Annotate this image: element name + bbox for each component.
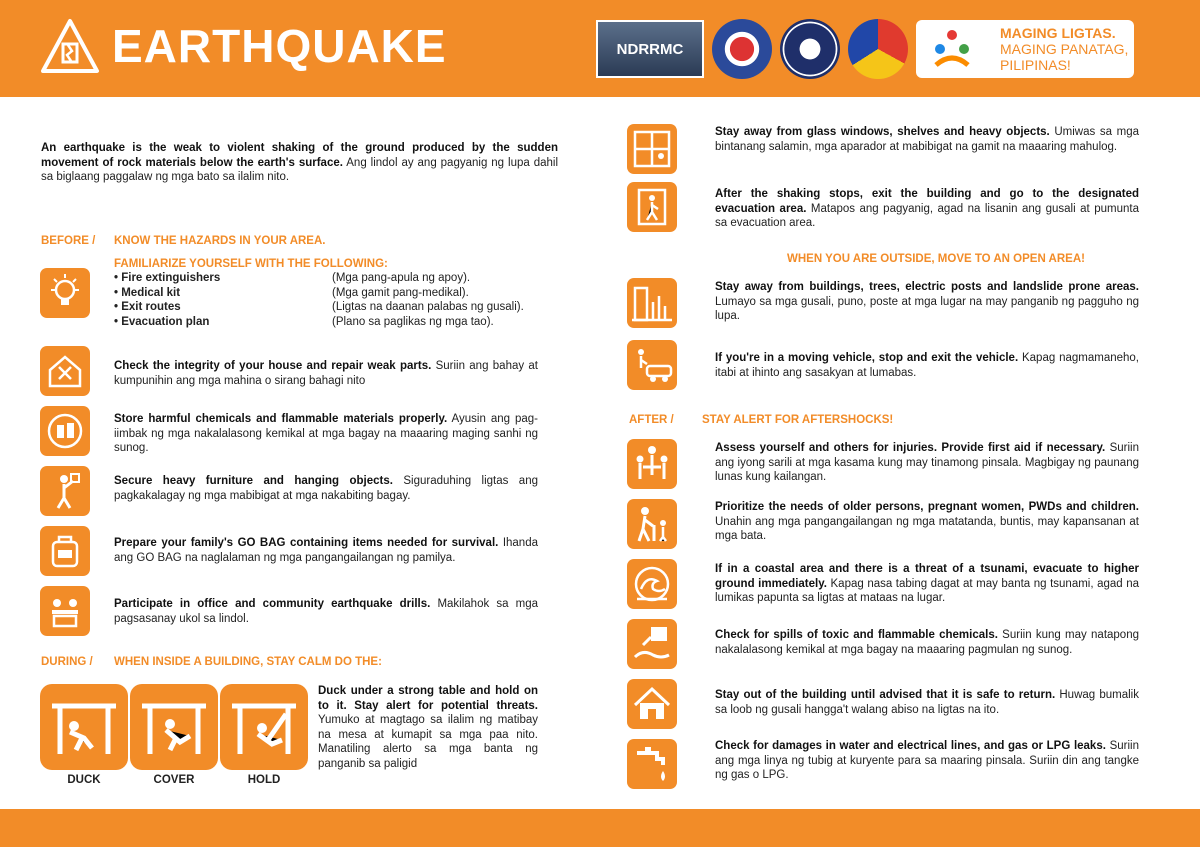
elderly-children-icon bbox=[627, 499, 677, 549]
slogan-line-3: PILIPINAS! bbox=[1000, 57, 1071, 73]
list-item: • Medical kit (Mga gamit pang-medikal). bbox=[114, 286, 469, 299]
duck-cover-hold-text: Duck under a strong table and hold on to it. Stay alert for potential threats. Yumuko at magtago sa ilalim ng matibay na mesa at kumapit sa mga paa nito. Manatiling alerto sa mga banta ng panganib sa paligid bbox=[318, 685, 538, 770]
tip-injuries: Assess yourself and others for injuries. Provide first aid if necessary. Suriin ang iyong sarili at mga kasama kung may tinamong pinsala. Magbigay ng paunang lunas kung kailangan. bbox=[715, 442, 1139, 483]
tip-outside-buildings: Stay away from buildings, trees, electric posts and landslide prone areas. Lumayo sa mga gusali, puno, poste at mga lugar na may panganib ng pagguho ng lupa. bbox=[715, 281, 1139, 322]
spill-icon bbox=[627, 619, 677, 669]
footer-band bbox=[0, 809, 1200, 847]
hold-label: HOLD bbox=[247, 774, 281, 786]
house-icon bbox=[627, 679, 677, 729]
tip-vulnerable: Prioritize the needs of older persons, pregnant women, PWDs and children. Unahin ang mga pangangailangan ng mga matatanda, buntis, may kapansanan at mga bata. bbox=[715, 501, 1139, 542]
hold-icon bbox=[220, 684, 308, 770]
people-circle-icon bbox=[930, 27, 974, 71]
first-aid-icon bbox=[627, 439, 677, 489]
window-icon bbox=[627, 124, 677, 174]
tip-tsunami: If in a coastal area and there is a threat of a tsunami, evacuate to higher ground immediately. Kapag nasa tabing dagat at may banta ng tsunami, agad na lumikas papunta sa ligtas at mataas na lugar. bbox=[715, 563, 1140, 604]
before-heading: KNOW THE HAZARDS IN YOUR AREA. bbox=[114, 235, 326, 247]
cover-icon bbox=[130, 684, 218, 770]
vehicle-icon bbox=[627, 340, 677, 390]
partner-logos bbox=[596, 20, 1134, 78]
tip-chemicals: Store harmful chemicals and flammable materials properly. Ayusin ang pag-iimbak ng mga nakalalasong kemikal at mga bagay na maaaring maging sanhi ng sunog. bbox=[114, 413, 538, 454]
duck-label: DUCK bbox=[67, 774, 101, 786]
slogan-line-2: MAGING PANATAG, bbox=[1000, 41, 1129, 57]
furniture-icon bbox=[40, 466, 90, 516]
after-label: AFTER / bbox=[629, 414, 674, 426]
familiarize-heading: FAMILIARIZE YOURSELF WITH THE FOLLOWING: bbox=[114, 258, 388, 270]
house-repair-icon bbox=[40, 346, 90, 396]
during-heading: WHEN INSIDE A BUILDING, STAY CALM DO THE: bbox=[114, 656, 382, 668]
tip-utilities: Check for damages in water and electrical lines, and gas or LPG leaks. Suriin ang mga linya ng tubig at kuryente para sa maaring pinsala. Suriin din ang tangke ng gas o LPG. bbox=[715, 740, 1139, 781]
before-label: BEFORE / bbox=[41, 235, 96, 247]
chemicals-icon bbox=[40, 406, 90, 456]
duck-icon bbox=[40, 684, 128, 770]
during-label: DURING / bbox=[41, 656, 93, 668]
buildings-trees-icon bbox=[627, 278, 677, 328]
tsunami-icon bbox=[627, 559, 677, 609]
intro-text: An earthquake is the weak to violent shaking of the ground produced by the sudden movement of rock materials below the earth's surface. Ang lindol ay ang pagyanig ng lupa dahil sa biglaang paggalaw ng mga bato sa ilalim nito. bbox=[41, 142, 558, 183]
exit-door-icon bbox=[627, 182, 677, 232]
tip-stay-out: Stay out of the building until advised that it is safe to return. Huwag bumalik sa loob ng gusali hangga't walang abiso na ligtas na ito. bbox=[715, 689, 1139, 716]
cover-label: COVER bbox=[153, 774, 195, 786]
page-title: EARTHQUAKE bbox=[112, 20, 447, 72]
civil-defense-seal-logo bbox=[780, 19, 840, 79]
faucet-icon bbox=[627, 739, 677, 789]
tip-exit: After the shaking stops, exit the building and go to the designated evacuation area. Matapos ang pagyanig, agad na lisanin ang gusali at pumunta sa evacuation area. bbox=[715, 188, 1139, 229]
title-block bbox=[40, 18, 447, 74]
ndrrmc-logo: NDRRMC bbox=[596, 20, 704, 78]
project-dina-logo bbox=[916, 20, 1134, 78]
tip-go-bag: Prepare your family's GO BAG containing items needed for survival. Ihanda ang GO BAG na naglalaman ng mga pangangailangan ng pamilya. bbox=[114, 537, 538, 564]
tip-vehicle: If you're in a moving vehicle, stop and exit the vehicle. Kapag nagmamaneho, itabi at ihinto ang sasakyan at lumabas. bbox=[715, 352, 1139, 379]
familiarize-list bbox=[114, 271, 524, 329]
outside-heading: WHEN YOU ARE OUTSIDE, MOVE TO AN OPEN AREA! bbox=[787, 253, 1085, 265]
drill-icon bbox=[40, 586, 90, 636]
tip-house-integrity: Check the integrity of your house and repair weak parts. Suriin ang bahay at kumpunihin ang mga mahina o sirang bahagi nito bbox=[114, 360, 538, 387]
tip-windows: Stay away from glass windows, shelves and heavy objects. Umiwas sa mga bintanang salamin, mga aparador at mabibigat na gamit na maaaring mahulog. bbox=[715, 126, 1139, 153]
tip-furniture: Secure heavy furniture and hanging objects. Siguraduhing ligtas ang pagkakalagay ng mga mabibigat at mga nakabiting bagay. bbox=[114, 475, 538, 502]
tip-spills: Check for spills of toxic and flammable chemicals. Suriin kung may natapong nakalalasong kemikal at mga bagay na maaaring pagmulan ng sunog. bbox=[715, 629, 1139, 656]
go-bag-icon bbox=[40, 526, 90, 576]
slogan-line-1: MAGING LIGTAS. bbox=[1000, 25, 1116, 41]
list-item: • Exit routes (Ligtas na daanan palabas ng gusali). bbox=[114, 301, 524, 314]
warning-triangle-icon bbox=[40, 18, 100, 74]
after-heading: STAY ALERT FOR AFTERSHOCKS! bbox=[702, 414, 894, 426]
bagong-pilipinas-logo bbox=[848, 19, 908, 79]
list-item: • Evacuation plan (Plano sa paglikas ng mga tao). bbox=[114, 315, 494, 328]
ocd-seal-logo bbox=[712, 19, 772, 79]
tip-drills: Participate in office and community earthquake drills. Makilahok sa mga pagsasanay ukol sa lindol. bbox=[114, 598, 538, 625]
lightbulb-icon bbox=[40, 268, 90, 318]
list-item: • Fire extinguishers (Mga pang-apula ng apoy). bbox=[114, 272, 471, 284]
